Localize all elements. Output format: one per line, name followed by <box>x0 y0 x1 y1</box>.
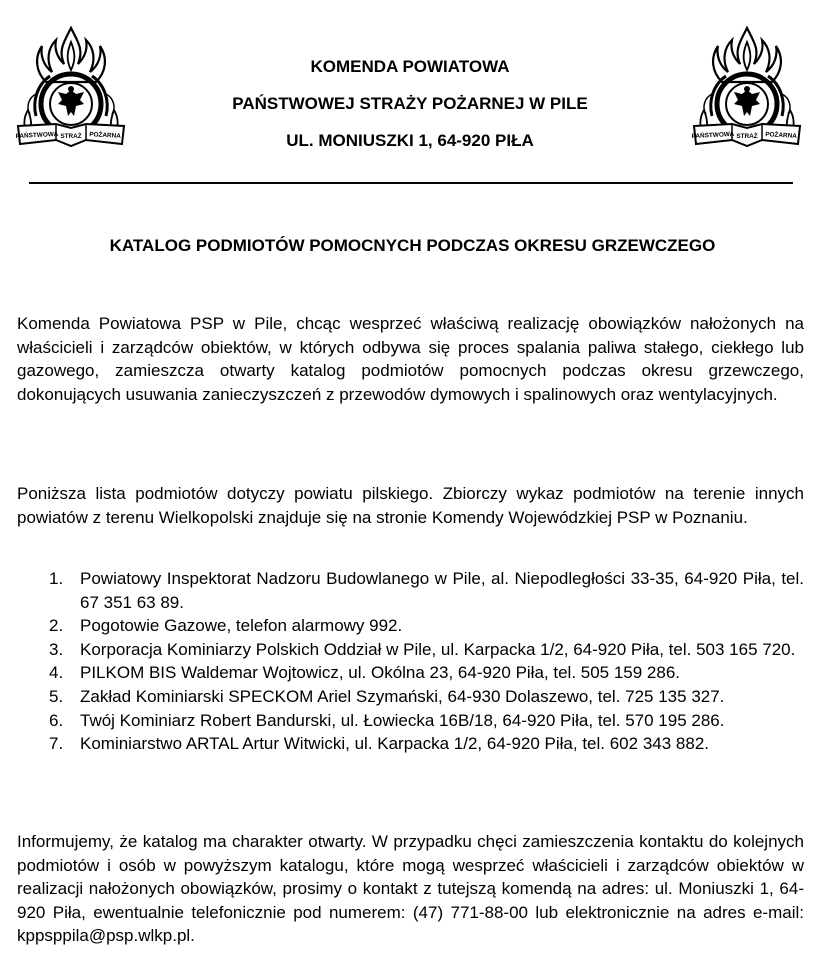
list-item <box>17 661 804 685</box>
list-item <box>17 614 804 638</box>
ribbon-text-left: PAŃSTWOWA <box>691 130 735 141</box>
psp-emblem-left <box>14 24 128 152</box>
list-item-number: 6. <box>49 710 64 730</box>
ribbon-text-left: PAŃSTWOWA <box>15 130 59 141</box>
closing-paragraph: Informujemy, że katalog ma charakter otwarty. W przypadku chęci zamieszczenia kontaktu do kolejnych podmiotów i osób w powyższym katalogu, które mogą wesprzeć właścicieli i zarządców obiektów w realizacji nałożonych obowiązków, prosimy o kontakt z tutejszą komendą na adres: ul. Moniuszki 1, 64-920 Piła, ewentualnie telefonicznie pod numerem: (47) 771-88-00 lub elektronicznie na adres e-mail: kppsppila@psp.wlkp.pl. <box>17 832 804 946</box>
scope-paragraph: Poniższa lista podmiotów dotyczy powiatu pilskiego. Zbiorczy wykaz podmiotów na terenie innych powiatów z terenu Wielkopolski znajduje się na stronie Komendy Wojewódzkiej PSP w Poznaniu. <box>17 484 804 527</box>
list-item-number: 4. <box>49 663 64 683</box>
list-item-text: Powiatowy Inspektorat Nadzoru Budowlanego w Pile, al. Niepodległości 33-35, 64-920 Piła, tel. 67 351 63 89. <box>80 569 804 612</box>
list-item-number: 5. <box>49 686 64 706</box>
intro-paragraph: Komenda Powiatowa PSP w Pile, chcąc wesprzeć właściwą realizację obowiązków nałożonych na właścicieli i zarządców obiektów, w których odbywa się proces spalania paliwa stałego, ciekłego lub gazowego, zamieszcza otwarty katalog podmiotów pomocnych podczas okresu grzewczego, dokonujących usuwania zanieczyszczeń z przewodów dymowych i spalinowych oraz wentylacyjnych. <box>17 314 804 404</box>
psp-emblem-right <box>690 24 804 152</box>
list-item <box>17 709 804 733</box>
list-item <box>17 638 804 662</box>
ribbon-text-center: STRAŻ <box>736 133 758 140</box>
ribbon-text-right: POŻARNA <box>765 131 798 140</box>
ribbon-text-right: POŻARNA <box>89 131 122 140</box>
list-item-number: 1. <box>49 569 64 588</box>
list-item-text: Pogotowie Gazowe, telefon alarmowy 992. <box>80 616 403 636</box>
list-item-number: 3. <box>49 639 64 659</box>
list-item <box>17 732 804 756</box>
list-item <box>17 685 804 709</box>
psp-emblem-left-icon <box>14 24 128 152</box>
list-item-text: Zakład Kominiarski SPECKOM Ariel Szymański, 64-930 Dolaszewo, tel. 725 135 327. <box>80 686 725 706</box>
letterhead-line-2: PAŃSTWOWEJ STRAŻY POŻARNEJ W PILE <box>232 94 588 113</box>
entities-list <box>17 567 804 756</box>
list-item <box>17 567 804 614</box>
list-item-text: Twój Kominiarz Robert Bandurski, ul. Łowiecka 16B/18, 64-920 Piła, tel. 570 195 286. <box>80 710 725 730</box>
letterhead-line-3: UL. MONIUSZKI 1, 64-920 PIŁA <box>286 131 534 150</box>
list-item-number: 2. <box>49 616 64 636</box>
psp-emblem-right-icon <box>690 24 804 152</box>
list-item-text: Kominiarstwo ARTAL Artur Witwicki, ul. Karpacka 1/2, 64-920 Piła, tel. 602 343 882. <box>80 734 709 754</box>
list-item-text: Korporacja Kominiarzy Polskich Oddział w Pile, ul. Karpacka 1/2, 64-920 Piła, tel. 503 165 720. <box>80 639 796 659</box>
letterhead <box>150 48 670 159</box>
document-title: KATALOG PODMIOTÓW POMOCNYCH PODCZAS OKRESU GRZEWCZEGO <box>109 236 716 255</box>
ribbon-text-center: STRAŻ <box>60 133 82 140</box>
list-item-number: 7. <box>49 734 64 754</box>
letterhead-line-1: KOMENDA POWIATOWA <box>310 57 510 76</box>
list-item-text: PILKOM BIS Waldemar Wojtowicz, ul. Okólna 23, 64-920 Piła, tel. 505 159 286. <box>80 663 681 683</box>
header-divider <box>29 182 793 184</box>
